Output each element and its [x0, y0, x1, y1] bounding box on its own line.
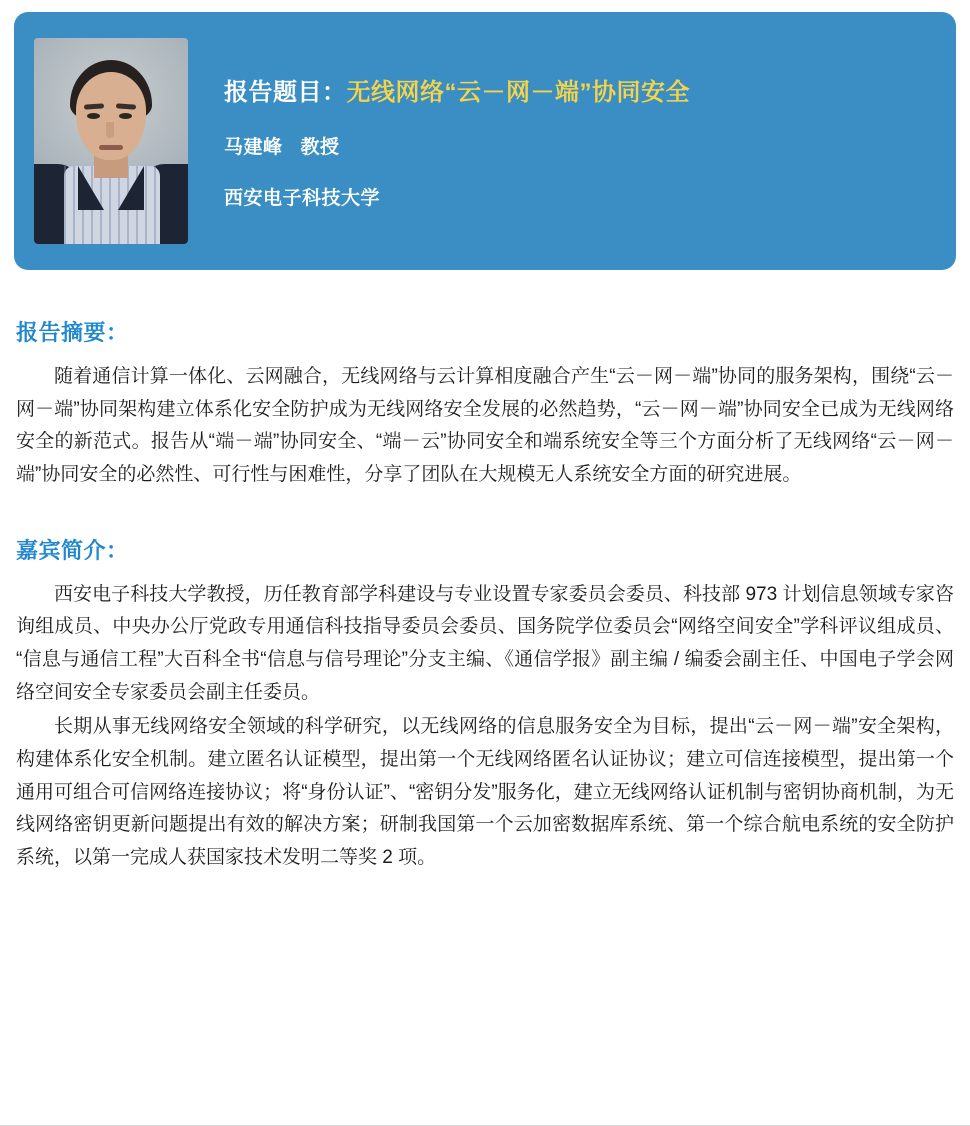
abstract-section — [14, 316, 956, 492]
speaker-details — [224, 76, 690, 210]
portrait-collar-right — [118, 166, 144, 210]
portrait-image — [34, 38, 188, 244]
talk-label: 报告题目： — [224, 79, 347, 106]
abstract-paragraph: 随着通信计算一体化、云网融合，无线网络与云计算相度融合产生“云－网－端”协同的服务架构，围绕“云－网－端”协同架构建立体系化安全防护成为无线网络安全发展的必然趋势，“云－网－端”协同安全已成为无线网络安全的新范式。报告从“端－端”协同安全、“端－云”协同安全和端系统安全等三个方面分析了无线网络“云－网－端”协同安全的必然性、可行性与困难性，分享了团队在大规模无人系统安全方面的研究进展。 — [16, 366, 954, 486]
speaker-academic-title: 教授 — [300, 136, 340, 158]
bio-paragraph-1: 西安电子科技大学教授，历任教育部学科建设与专业设置专家委员会委员、科技部 973 计划信息领域专家咨询组成员、中央办公厅党政专用通信科技指导委员会委员、国务院学位委员会“网络空间安全”学科评议组成员、“信息与通信工程”大百科全书“信息与信号理论”分支主编、《通信学报》副主编 / 编委会副主任、中国电子学会网络空间安全专家委员会副主任委员。 — [16, 583, 954, 703]
speaker-portrait — [34, 38, 188, 244]
bio-body — [16, 579, 954, 875]
portrait-nose — [106, 122, 114, 138]
bio-heading: 嘉宾简介： — [16, 537, 129, 563]
speaker-name-line — [224, 132, 690, 159]
portrait-eye-left — [87, 113, 100, 119]
bio-section — [14, 534, 956, 875]
talk-title: 无线网络“云－网－端”协同安全 — [346, 79, 690, 106]
portrait-collar-left — [78, 166, 104, 210]
speaker-banner — [14, 12, 956, 270]
portrait-mouth — [99, 145, 123, 150]
abstract-body — [16, 361, 954, 492]
speaker-name: 马建峰 — [224, 136, 283, 158]
abstract-heading: 报告摘要： — [16, 320, 129, 345]
bio-paragraph-2: 长期从事无线网络安全领域的科学研究，以无线网络的信息服务安全为目标，提出“云－网－端”安全架构，构建体系化安全机制。建立匿名认证模型，提出第一个无线网络匿名认证协议；建立可信连接模型，提出第一个通用可组合可信网络连接协议；将“身份认证”、“密钥分发”服务化，建立无线网络认证机制与密钥协商机制，为无线网络密钥更新问题提出有效的解决方案；研制我国第一个云加密数据库系统、第一个综合航电系统的安全防护系统，以第一完成人获国家技术发明二等奖 2 项。 — [16, 716, 954, 869]
talk-title-line — [224, 76, 690, 110]
speaker-affiliation: 西安电子科技大学 — [224, 187, 381, 209]
portrait-eye-right — [119, 113, 132, 119]
